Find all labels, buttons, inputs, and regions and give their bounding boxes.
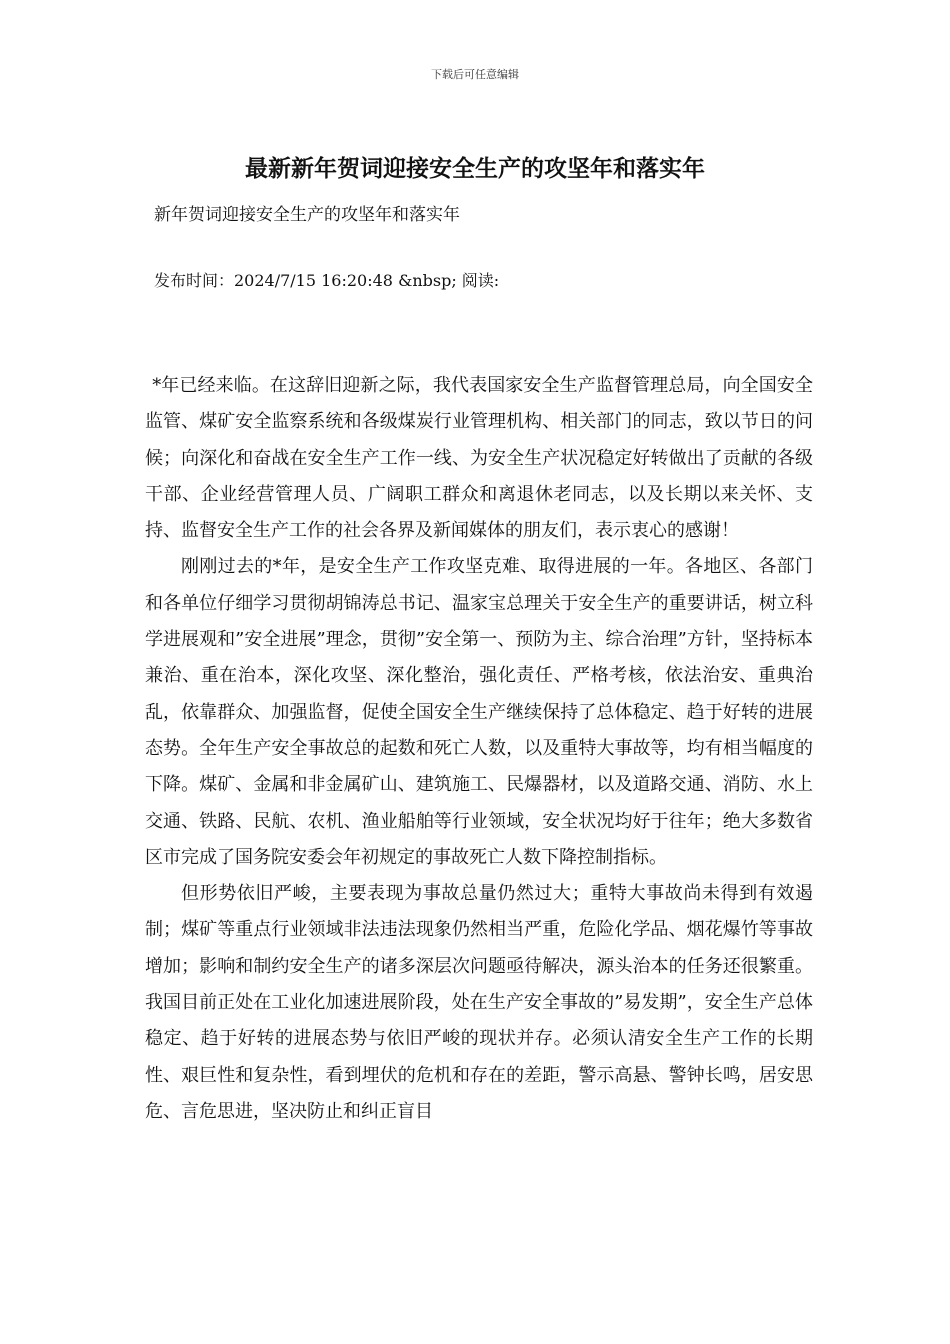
paragraph-2: 刚刚过去的*年，是安全生产工作攻坚克难、取得进展的一年。各地区、各部门和各单位仔细学习贯彻胡锦涛总书记、温家宝总理关于安全生产的重要讲话，树立科学进展观和”安全进展”理念，贯彻”安全第一、预防为主、综合治理”方针，坚持标本兼治、重在治本，深化攻坚、深化整治，强化责任、严格考核，依法治安、重典治乱，依靠群众、加强监督，促使全国安全生产继续保持了总体稳定、趋于好转的进展态势。全年生产安全事故总的起数和死亡人数，以及重特大事故等，均有相当幅度的下降。煤矿、金属和非金属矿山、建筑施工、民爆器材，以及道路交通、消防、水上交通、铁路、民航、农机、渔业船舶等行业领域，安全状况均好于往年；绝大多数省区市完成了国务院安委会年初规定的事故死亡人数下降控制指标。 — [145, 556, 813, 868]
paragraph-3: 但形势依旧严峻，主要表现为事故总量仍然过大；重特大事故尚未得到有效遏制；煤矿等重点行业领域非法违法现象仍然相当严重，危险化学品、烟花爆竹等事故增加；影响和制约安全生产的诸多深层次问题亟待解决，源头治本的任务还很繁重。我国目前正处在工业化加速进展阶段，处在生产安全事故的”易发期”，安全生产总体稳定、趋于好转的进展态势与依旧严峻的现状并存。必须认清安全生产工作的长期性、艰巨性和复杂性，看到埋伏的危机和存在的差距，警示高悬、警钟长鸣，居安思危、言危思进，坚决防止和纠正盲目 — [145, 883, 813, 1122]
header-note: 下载后可任意编辑 — [431, 68, 519, 81]
document-subtitle: 新年贺词迎接安全生产的攻坚年和落实年 — [154, 205, 460, 225]
document-title: 最新新年贺词迎接安全生产的攻坚年和落实年 — [245, 155, 705, 182]
paragraph-1: *年已经来临。在这辞旧迎新之际，我代表国家安全生产监督管理总局，向全国安全监管、煤矿安全监察系统和各级煤炭行业管理机构、相关部门的同志，致以节日的问候；向深化和奋战在安全生产工作一线、为安全生产状况稳定好转做出了贡献的各级干部、企业经营管理人员、广阔职工群众和离退休老同志，以及长期以来关怀、支持、监督安全生产工作的社会各界及新闻媒体的朋友们，表示衷心的感谢！ — [145, 375, 813, 542]
article-body — [145, 368, 813, 1130]
publish-meta: 发布时间：2024/7/15 16:20:48 &nbsp; 阅读: — [154, 271, 500, 290]
